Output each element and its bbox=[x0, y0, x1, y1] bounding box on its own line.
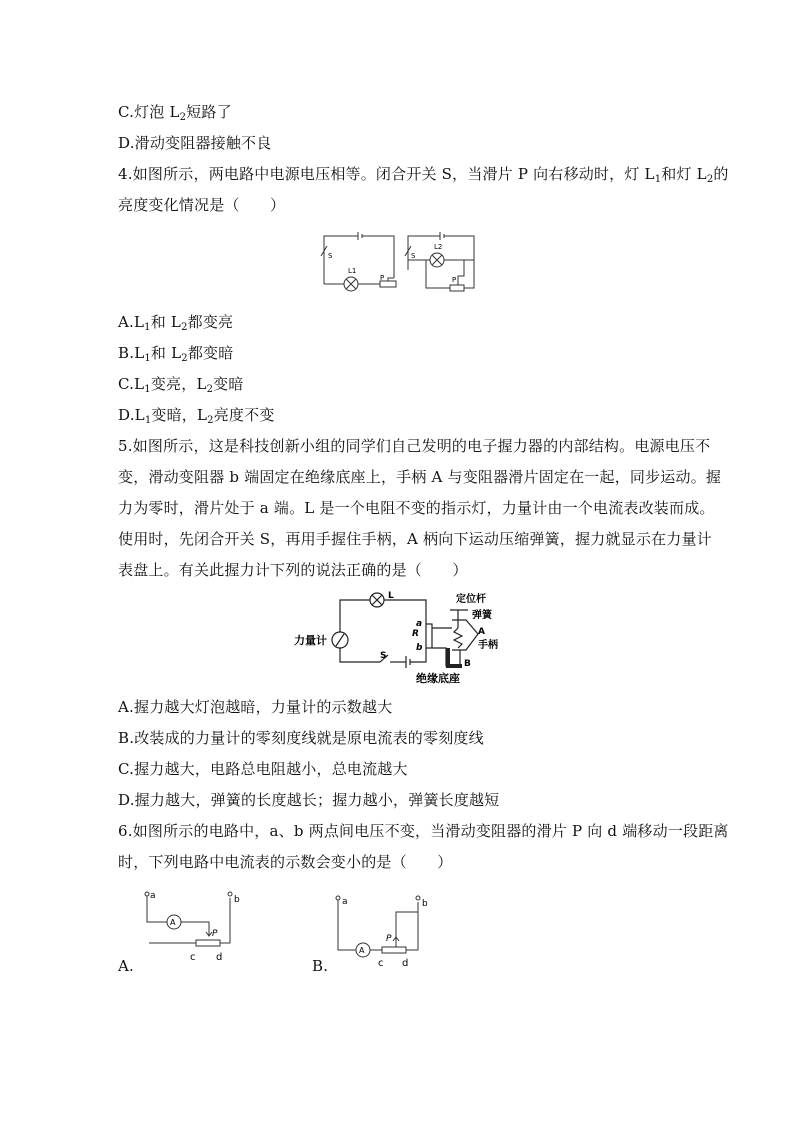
q5-rod-label: 定位杆 bbox=[456, 594, 486, 605]
q3-option-c: C.灯泡 $L_2$短路了 bbox=[118, 103, 232, 123]
q4-right-lamp-label: L2 bbox=[434, 243, 443, 251]
q5-handle-label: 手柄 bbox=[478, 640, 498, 651]
q4-stem-line2: 亮度变化情况是（ ） bbox=[118, 196, 286, 214]
q5-base-b-label: B bbox=[464, 659, 471, 669]
q5-option-a: A.握力越大灯泡越暗，力量计的示数越大 bbox=[118, 698, 393, 716]
q6-a-slider-label: P bbox=[212, 929, 218, 939]
q4-left-switch-label: S bbox=[328, 252, 333, 260]
q6-b-slider-label: P bbox=[386, 934, 392, 944]
q6-figure-a bbox=[132, 888, 244, 970]
q6-option-a-label: A. bbox=[118, 957, 135, 975]
q4-option-a: $A.L_1$和 $L_2$都变亮 bbox=[118, 313, 234, 333]
q6-stem-line2: 时，下列电路中电流表的示数会变小的是（ ） bbox=[118, 853, 453, 871]
q5-stem-line5: 表盘上。有关此握力计下列的说法正确的是（ ） bbox=[118, 561, 468, 579]
q4-stem-line1: 4.如图所示，两电路中电源电压相等。闭合开关 S，当滑片 P 向右移动时，灯 $L_1$和灯 $L_2$的 bbox=[118, 165, 729, 185]
q6-a-ammeter: A bbox=[170, 918, 176, 927]
q5-option-c: C.握力越大，电路总电阻越小，总电流越大 bbox=[118, 760, 408, 778]
q5-base-label: 绝缘底座 bbox=[416, 672, 460, 685]
q4-option-c: $C.L_1$变亮，$L_2$变暗 bbox=[118, 375, 244, 395]
q4-left-lamp-label: L1 bbox=[348, 267, 357, 275]
q5-a-label: a bbox=[416, 619, 423, 629]
q4-figure bbox=[318, 228, 480, 298]
q5-switch-label: S bbox=[380, 651, 387, 661]
q5-grip-meter-diagram bbox=[292, 588, 504, 688]
q5-r-label: R bbox=[412, 629, 419, 639]
q5-option-b: B.改装成的力量计的零刻度线就是原电流表的零刻度线 bbox=[118, 729, 484, 747]
q6-b-c-label: c bbox=[378, 958, 384, 969]
q6-figure-b bbox=[330, 892, 442, 972]
q6-a-terminal-b: b bbox=[234, 895, 240, 905]
q5-spring-label: 弹簧 bbox=[472, 610, 492, 621]
q6-stem-line1: 6.如图所示的电路中，a、b 两点间电压不变，当滑动变阻器的滑片 P 向 d 端移动一段距离 bbox=[118, 822, 729, 840]
q5-stem-line3: 力为零时，滑片处于 a 端。L 是一个电阻不变的指示灯，力量计由一个电流表改装而成。 bbox=[118, 499, 715, 517]
q4-left-slider-label: P bbox=[380, 274, 385, 282]
q4-right-slider-label: P bbox=[452, 276, 457, 284]
q6-a-terminal-a: a bbox=[150, 891, 156, 901]
q4-right-switch-label: S bbox=[411, 252, 416, 260]
q6-b-d-label: d bbox=[402, 958, 409, 969]
q6-a-c-label: c bbox=[190, 952, 196, 963]
q6-circuit-b bbox=[330, 892, 442, 972]
q5-stem-line4: 使用时，先闭合开关 S，再用手握住手柄，A 柄向下运动压缩弹簧，握力就显示在力量计 bbox=[118, 530, 712, 548]
q5-option-d: D.握力越大，弹簧的长度越长；握力越小，弹簧长度越短 bbox=[118, 791, 500, 809]
q4-option-b: $B.L_1$和 $L_2$都变暗 bbox=[118, 344, 234, 364]
q5-stem-line2: 变，滑动变阻器 b 端固定在绝缘底座上，手柄 A 与变阻器滑片固定在一起，同步运动。握 bbox=[118, 468, 722, 486]
q5-base-foot bbox=[446, 664, 462, 668]
q6-circuit-a bbox=[132, 888, 244, 970]
q6-b-ammeter: A bbox=[359, 946, 365, 955]
q5-meter-label: 力量计 bbox=[294, 634, 327, 647]
q6-b-terminal-a: a bbox=[342, 897, 348, 907]
q5-lamp-label: L bbox=[388, 591, 394, 601]
q5-stem-line1: 5.如图所示，这是科技创新小组的同学们自己发明的电子握力器的内部结构。电源电压不 bbox=[118, 437, 711, 455]
q5-figure bbox=[292, 588, 504, 688]
q6-a-d-label: d bbox=[216, 952, 223, 963]
q4-option-d: $D.L_1$变暗，$L_2$亮度不变 bbox=[118, 406, 275, 426]
q5-handle-a-label: A bbox=[478, 627, 485, 637]
q3-option-d: D.滑动变阻器接触不良 bbox=[118, 134, 272, 152]
q6-option-b-label: B. bbox=[312, 957, 329, 975]
q4-circuit-diagram bbox=[318, 228, 480, 298]
q6-b-terminal-b: b bbox=[422, 899, 428, 909]
q5-b-label: b bbox=[416, 643, 423, 653]
